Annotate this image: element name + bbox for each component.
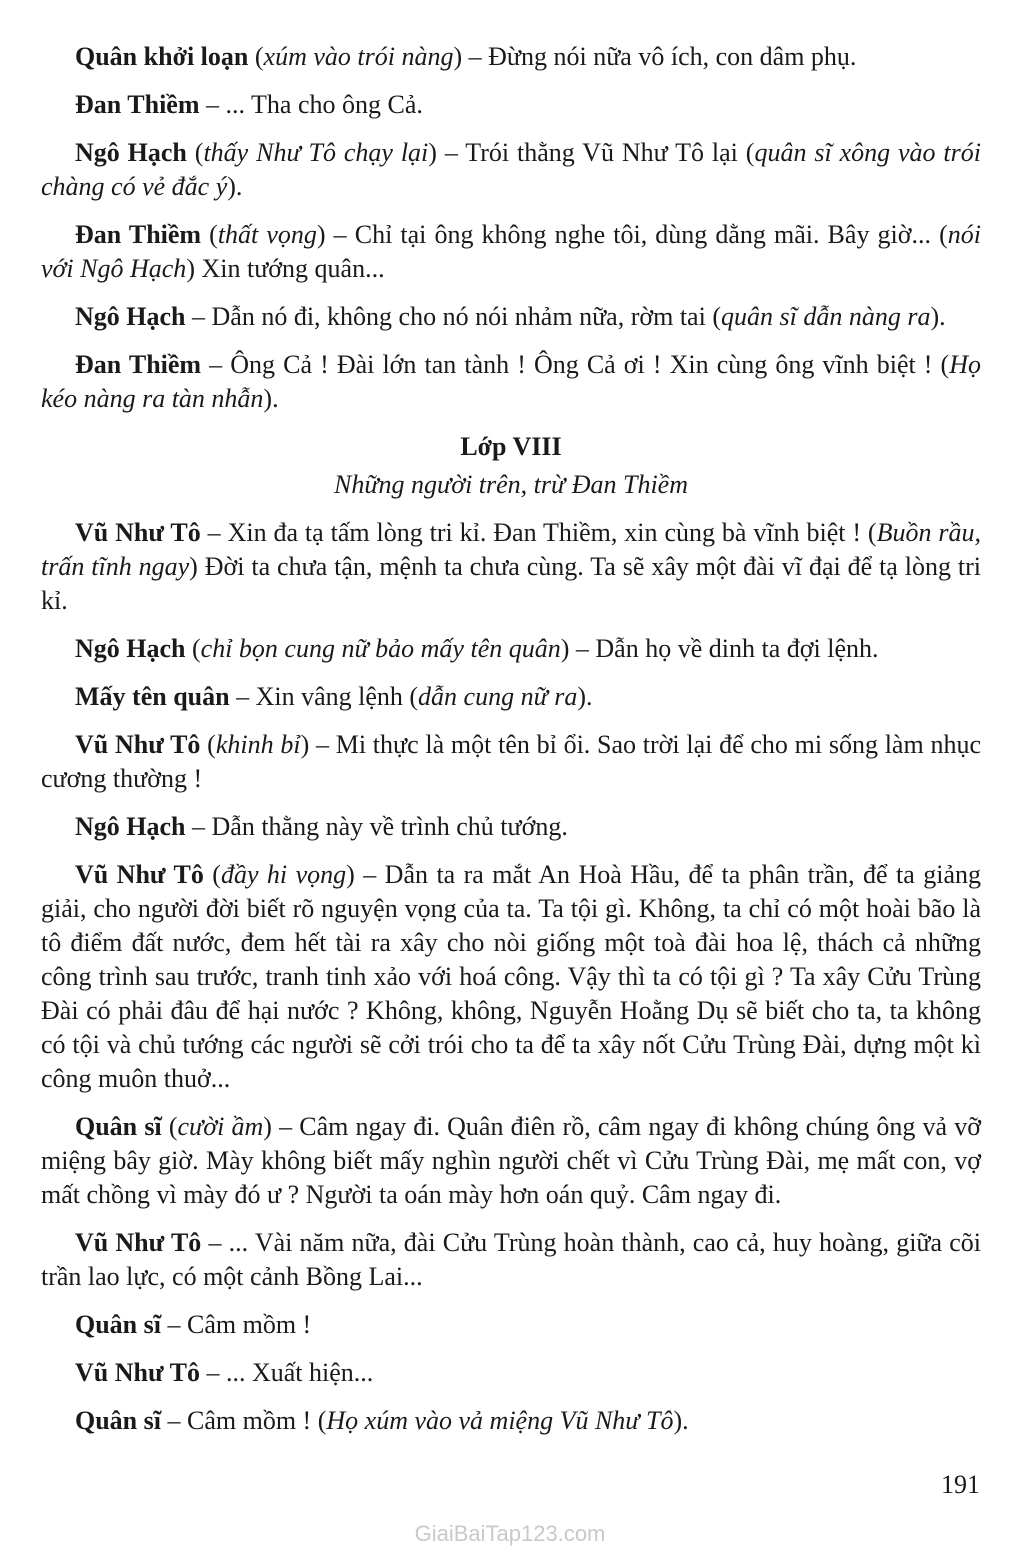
page-number: 191 [941,1470,980,1499]
dialogue-text: ) – Chỉ tại ông không nghe tôi, dùng dằng mãi. Bây giờ... ( [316,220,948,249]
dialogue-line [41,88,981,122]
dialogue-text: ) Đời ta chưa tận, mệnh ta chưa cùng. Ta sẽ xây một đài vĩ đại để tạ lòng tri kỉ. [41,552,981,615]
dialogue-text: ( [248,42,264,71]
dialogue-text: – Dẫn thằng này về trình chủ tướng. [185,812,568,841]
dialogue-text: ( [203,860,221,889]
dialogue-text: ( [186,138,204,167]
speaker-name: Quân sĩ [75,1310,161,1339]
dialogue-text: – Câm mồm ! [161,1310,312,1339]
dialogue-text: ( [161,1112,178,1141]
dialogue-line [41,632,981,666]
dialogue-text: ) – Trói thằng Vũ Như Tô lại ( [428,138,755,167]
dialogue-text: – ... Tha cho ông Cả. [199,90,423,119]
dialogue-text: – ... Vài năm nữa, đài Cửu Trùng hoàn thành, cao cả, huy hoàng, giữa cõi trần lao lực, có một cảnh Bồng Lai... [41,1228,981,1291]
stage-direction: Họ xúm vào vả miệng Vũ Như Tô [326,1406,674,1435]
speaker-name: Đan Thiềm [75,90,200,119]
stage-direction: xúm vào trói nàng [263,42,454,71]
dialogue-line [41,728,981,796]
speaker-name: Ngô Hạch [75,812,186,841]
dialogue-text: ( [200,730,216,759]
dialogue-line [41,810,981,844]
dialogue-text: ) – Câm ngay đi. Quân điên rồ, câm ngay đi không chúng ông vả vỡ miệng bây giờ. Mày không biết mấy nghìn người chết vì Cửu Trùng Đài, mẹ mất con, vợ mất chồng vì mày đó ư ? Người ta oán mày hơn oán quỷ. Câm ngay đi. [41,1112,981,1209]
scene-title: Lớp VIII [460,432,562,461]
dialogue-text: – ... Xuất hiện... [199,1358,374,1387]
dialogue-text: – Ông Cả ! Đài lớn tan tành ! Ông Cả ơi ! Xin cùng ông vĩnh biệt ! ( [201,350,950,379]
dialogue-text: ). [577,682,593,711]
dialogue-line [41,218,981,286]
stage-direction: nói với Ngô Hạch [41,220,981,283]
speaker-name: Đan Thiềm [75,350,202,379]
dialogue-section-a [41,40,981,416]
dialogue-text: – Dẫn nó đi, không cho nó nói nhảm nữa, rờm tai ( [185,302,721,331]
speaker-name: Vũ Như Tô [75,1358,200,1387]
dialogue-text: ). [673,1406,689,1435]
dialogue-line [41,858,981,1096]
speaker-name: Vũ Như Tô [75,1228,202,1257]
speaker-name: Vũ Như Tô [75,518,201,547]
speaker-name: Ngô Hạch [75,634,186,663]
dialogue-line [41,348,981,416]
speaker-name: Ngô Hạch [75,302,186,331]
stage-direction: dẫn cung nữ ra [418,682,578,711]
speaker-name: Quân khởi loạn [75,42,249,71]
dialogue-text: ( [201,220,218,249]
stage-direction: Họ kéo nàng ra tàn nhẫn [41,350,981,413]
dialogue-text: – Xin đa tạ tấm lòng tri kỉ. Đan Thiềm, xin cùng bà vĩnh biệt ! ( [200,518,877,547]
dialogue-line [41,40,981,74]
dialogue-text: ). [227,172,243,201]
dialogue-line [41,300,981,334]
speaker-name: Vũ Như Tô [75,860,204,889]
dialogue-line [41,680,981,714]
dialogue-text: ) – Mi thực là một tên bỉ ổi. Sao trời lại để cho mi sống làm nhục cương thường ! [41,730,981,793]
dialogue-line [41,1226,981,1294]
dialogue-text: – Xin vâng lệnh ( [229,682,419,711]
speaker-name: Quân sĩ [75,1406,161,1435]
speaker-name: Ngô Hạch [75,138,187,167]
stage-direction: thất vọng [217,220,317,249]
stage-direction: khinh bỉ [215,730,301,759]
dialogue-text: ) – Dẫn ta ra mắt An Hoà Hầu, để ta phân trần, để ta giảng giải, cho người đời biết rõ nguyện vọng của ta. Ta tội gì. Không, ta chỉ có một hoài bão là tô điểm đất nước, đem hết tài ra xây cho nòi giống một toà đài hoa lệ, thách cả những công trình sau trước, tranh tinh xảo với hoá công. Vậy thì ta có tội gì ? Ta xây Cửu Trùng Đài có phải đâu để hại nước ? Không, không, Nguyễn Hoằng Dụ sẽ biết cho ta, ta không có tội và chủ tướng các người sẽ cởi trói cho ta để ta xây nốt Cửu Trùng Đài, dựng một kì công muôn thuở... [41,860,981,1093]
dialogue-text: ) – Dẫn họ về dinh ta đợi lệnh. [560,634,879,663]
speaker-name: Đan Thiềm [75,220,202,249]
dialogue-text: ( [185,634,201,663]
dialogue-line [41,1356,981,1390]
stage-direction: cười ầm [177,1112,264,1141]
speaker-name: Mấy tên quân [75,682,230,711]
page-content [41,40,981,1452]
scene-subtitle: Những người trên, trừ Đan Thiềm [334,470,688,499]
stage-direction: thấy Như Tô chạy lại [203,138,429,167]
speaker-name: Vũ Như Tô [75,730,201,759]
speaker-name: Quân sĩ [75,1112,162,1141]
stage-direction: quân sĩ dẫn nàng ra [720,302,931,331]
stage-direction: quân sĩ xông vào trói chàng có vẻ đắc ý [41,138,981,201]
dialogue-text: ) Xin tướng quân... [186,254,385,283]
stage-direction: chỉ bọn cung nữ bảo mấy tên quân [200,634,561,663]
watermark: GiaiBaiTap123.com [414,1521,606,1546]
dialogue-section-b [41,516,981,1438]
dialogue-text: ). [263,384,279,413]
dialogue-line [41,1110,981,1212]
dialogue-text: ). [930,302,946,331]
dialogue-line [41,1308,981,1342]
dialogue-text: – Câm mồm ! ( [161,1406,327,1435]
dialogue-text: ) – Đừng nói nữa vô ích, con dâm phụ. [453,42,857,71]
stage-direction: Buồn rầu, trấn tĩnh ngay [41,518,982,581]
dialogue-line [41,136,981,204]
dialogue-line [41,1404,981,1438]
stage-direction: đầy hi vọng [220,860,347,889]
dialogue-line [41,516,981,618]
